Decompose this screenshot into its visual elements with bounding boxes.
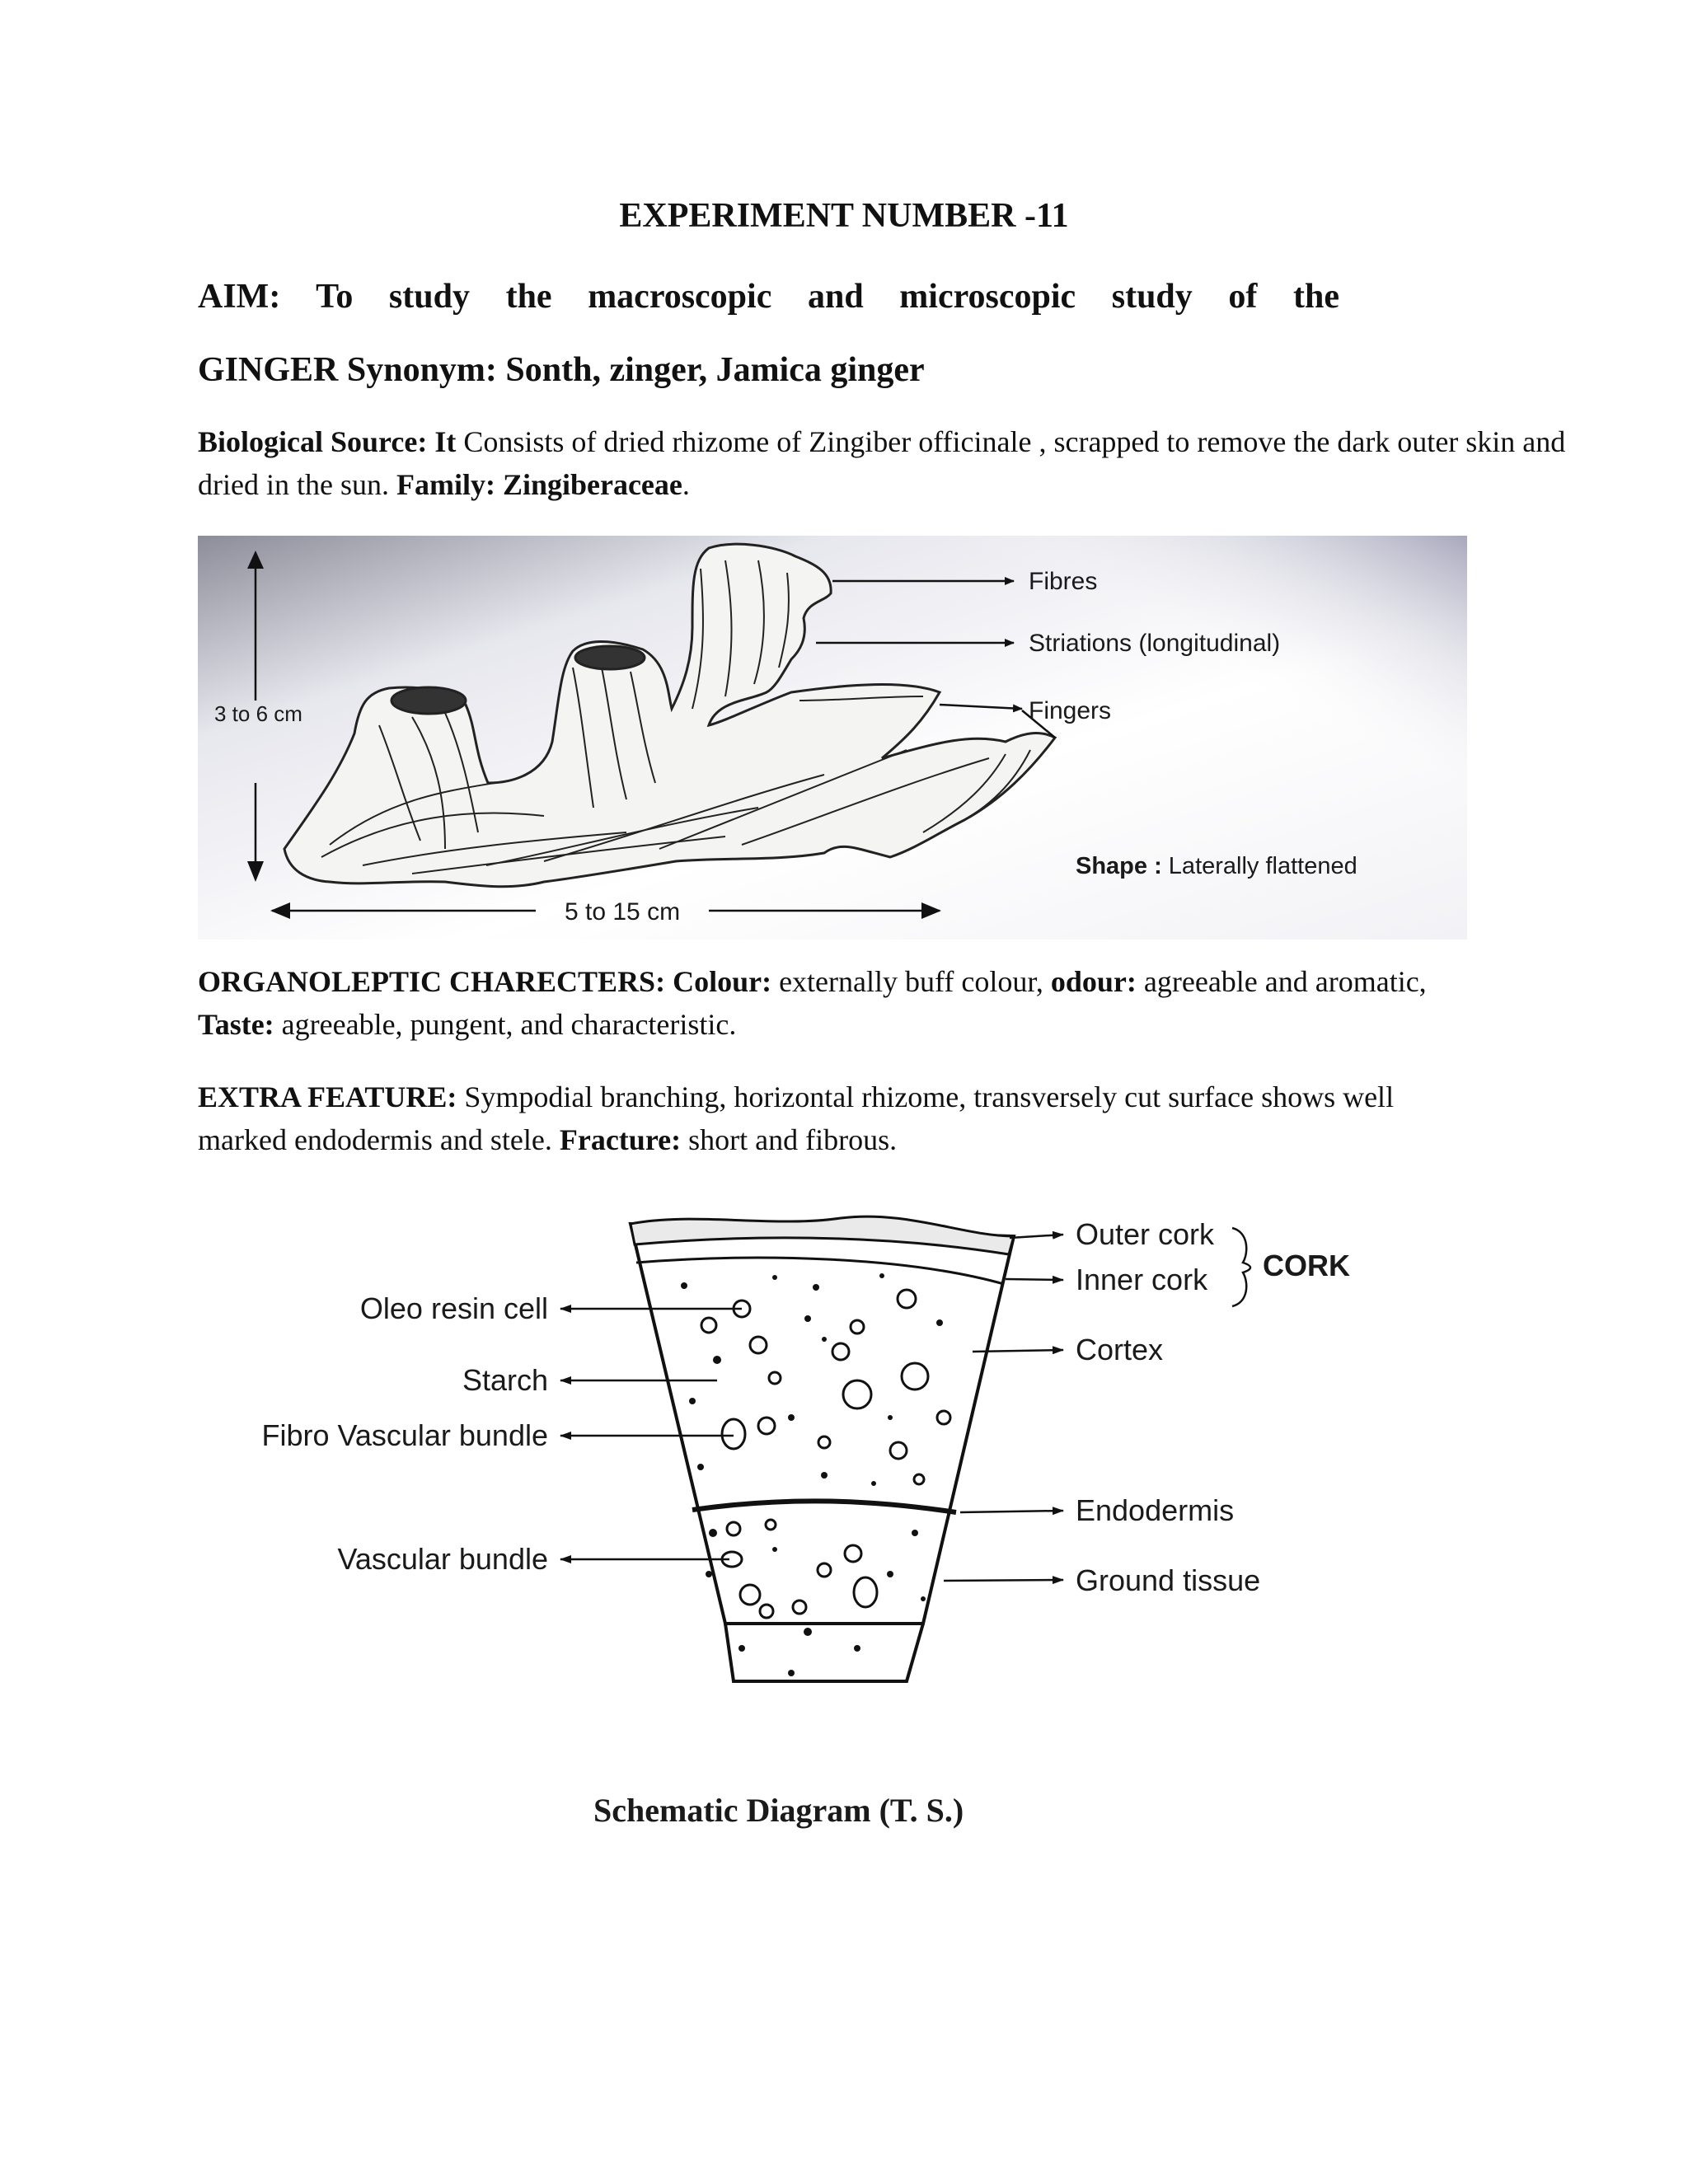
ginger-synonym-line: GINGER Synonym: Sonth, zinger, Jamica ginger — [198, 351, 925, 389]
odour-text: agreeable and aromatic, — [1136, 965, 1427, 998]
taste-text: agreeable, pungent, and characteristic. — [274, 1008, 737, 1041]
outer-cork-arrow — [1010, 1235, 1063, 1238]
cortex-label: Cortex — [1076, 1333, 1164, 1366]
fingers-label: Fingers — [1029, 697, 1112, 724]
ginger-rhizome-drawing — [198, 536, 1467, 940]
colour-label: Colour: — [665, 965, 772, 998]
fibres-label: Fibres — [1029, 568, 1098, 595]
page-title: EXPERIMENT NUMBER -11 — [619, 197, 1069, 235]
odour-label: odour: — [1050, 965, 1137, 998]
endodermis-label: Endodermis — [1076, 1493, 1235, 1527]
ground-tissue-label: Ground tissue — [1076, 1563, 1261, 1597]
inner-cork-label: Inner cork — [1076, 1263, 1208, 1296]
outer-cork-label: Outer cork — [1076, 1217, 1215, 1251]
ts-schematic-drawing — [198, 1187, 1484, 1830]
biological-source-end: . — [682, 468, 690, 501]
starch-label: Starch — [462, 1363, 548, 1397]
extra-feature-paragraph — [198, 1076, 1484, 1161]
ts-schematic-figure — [198, 1187, 1484, 1834]
fibro-vascular-bundle-label: Fibro Vascular bundle — [261, 1418, 548, 1452]
aim-line: AIM: To study the macroscopic and microscopic study of the — [198, 278, 1339, 316]
cork-label: CORK — [1263, 1249, 1350, 1282]
macroscopic-figure — [198, 536, 1467, 944]
family-label: Family: Zingiberaceae — [396, 468, 682, 501]
ground-tissue-arrow — [944, 1580, 1063, 1581]
shape-label: Shape : — [1076, 853, 1162, 879]
oleo-resin-cell-label: Oleo resin cell — [359, 1291, 548, 1325]
taste-label: Taste: — [198, 1008, 274, 1041]
inner-cork-arrow — [1006, 1279, 1063, 1280]
striations-label: Striations (longitudinal) — [1029, 630, 1281, 657]
organoleptic-paragraph — [198, 960, 1615, 1046]
shape-text — [1076, 853, 1357, 879]
ts-caption: Schematic Diagram (T. S.) — [593, 1792, 964, 1829]
length-label: 5 to 15 cm — [565, 898, 681, 926]
colour-text: externally buff colour, — [771, 965, 1051, 998]
biological-source-text: Consists of dried rhizome of Zingiber officinale , scrapped to remove the dark outer skin and dried in the sun. — [198, 425, 1566, 501]
biological-source-paragraph — [198, 420, 1582, 506]
extra-feature-heading: EXTRA FEATURE: — [198, 1080, 457, 1113]
height-label: 3 to 6 cm — [214, 701, 302, 726]
fracture-text: short and fibrous. — [681, 1123, 898, 1156]
vascular-bundle-label: Vascular bundle — [337, 1542, 548, 1576]
endodermis-arrow — [960, 1511, 1063, 1512]
fracture-label: Fracture: — [559, 1123, 682, 1156]
ts-wedge-base — [725, 1624, 923, 1681]
biological-source-label: Biological Source: It — [198, 425, 457, 458]
shape-value: Laterally flattened — [1161, 853, 1357, 879]
extra-feature-text: Sympodial branching, horizontal rhizome, transversely cut surface shows well marked endodermis and stele. — [198, 1080, 1395, 1156]
cork-brace-icon — [1232, 1228, 1250, 1306]
organoleptic-heading: ORGANOLEPTIC CHARECTERS: — [198, 965, 666, 998]
